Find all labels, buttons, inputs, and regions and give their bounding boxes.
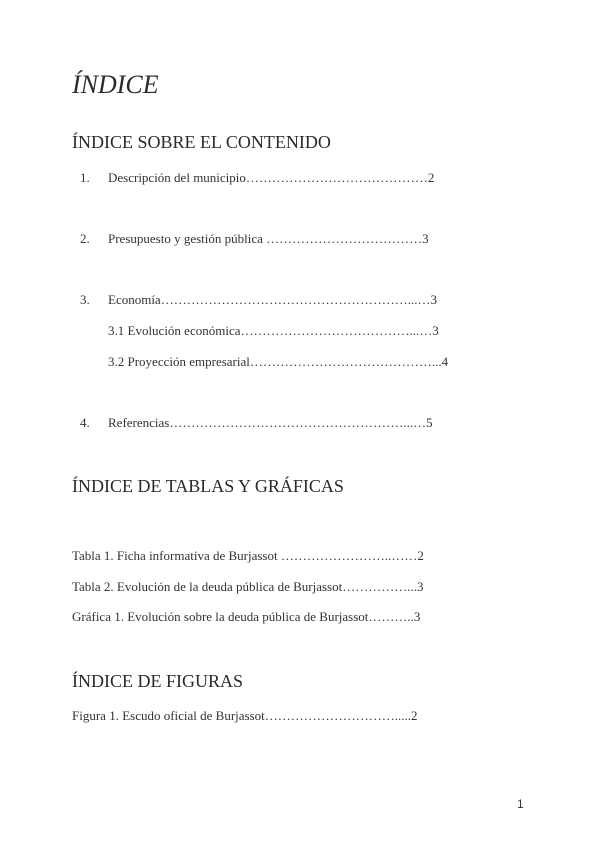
toc-chart-1[interactable]: Gráfica 1. Evolución sobre la deuda pública de Burjassot………..3: [72, 609, 421, 624]
toc-table-2[interactable]: Tabla 2. Evolución de la deuda pública de Burjassot……………...3: [72, 579, 424, 594]
toc-table-1[interactable]: Tabla 1. Ficha informativa de Burjassot ……………………..……2: [72, 548, 424, 563]
toc-item-references[interactable]: Referencias………………………………………………...…5: [108, 415, 433, 430]
tables-heading: ÍNDICE DE TABLAS Y GRÁFICAS: [72, 476, 344, 496]
toc-item-number: 3.: [80, 292, 90, 307]
contents-heading: ÍNDICE SOBRE EL CONTENIDO: [72, 132, 331, 152]
toc-subitem-business-projection[interactable]: 3.2 Proyección empresarial……………………………………...4: [108, 354, 449, 369]
toc-item-description[interactable]: Descripción del municipio……………………………………2: [108, 170, 435, 185]
toc-item-economy[interactable]: Economía…………………………………………………...…3: [108, 292, 437, 307]
toc-item-number: 2.: [80, 231, 90, 246]
toc-subitem-economic-evolution[interactable]: 3.1 Evolución económica…………………………………...…3: [108, 323, 439, 338]
page-title: ÍNDICE: [72, 70, 159, 99]
toc-item-number: 4.: [80, 415, 90, 430]
page-number: 1: [517, 797, 524, 811]
figures-heading: ÍNDICE DE FIGURAS: [72, 671, 243, 691]
toc-item-number: 1.: [80, 170, 90, 185]
toc-item-budget[interactable]: Presupuesto y gestión pública ………………………………3: [108, 231, 429, 246]
toc-figure-1[interactable]: Figura 1. Escudo oficial de Burjassot………………………….....2: [72, 708, 418, 723]
